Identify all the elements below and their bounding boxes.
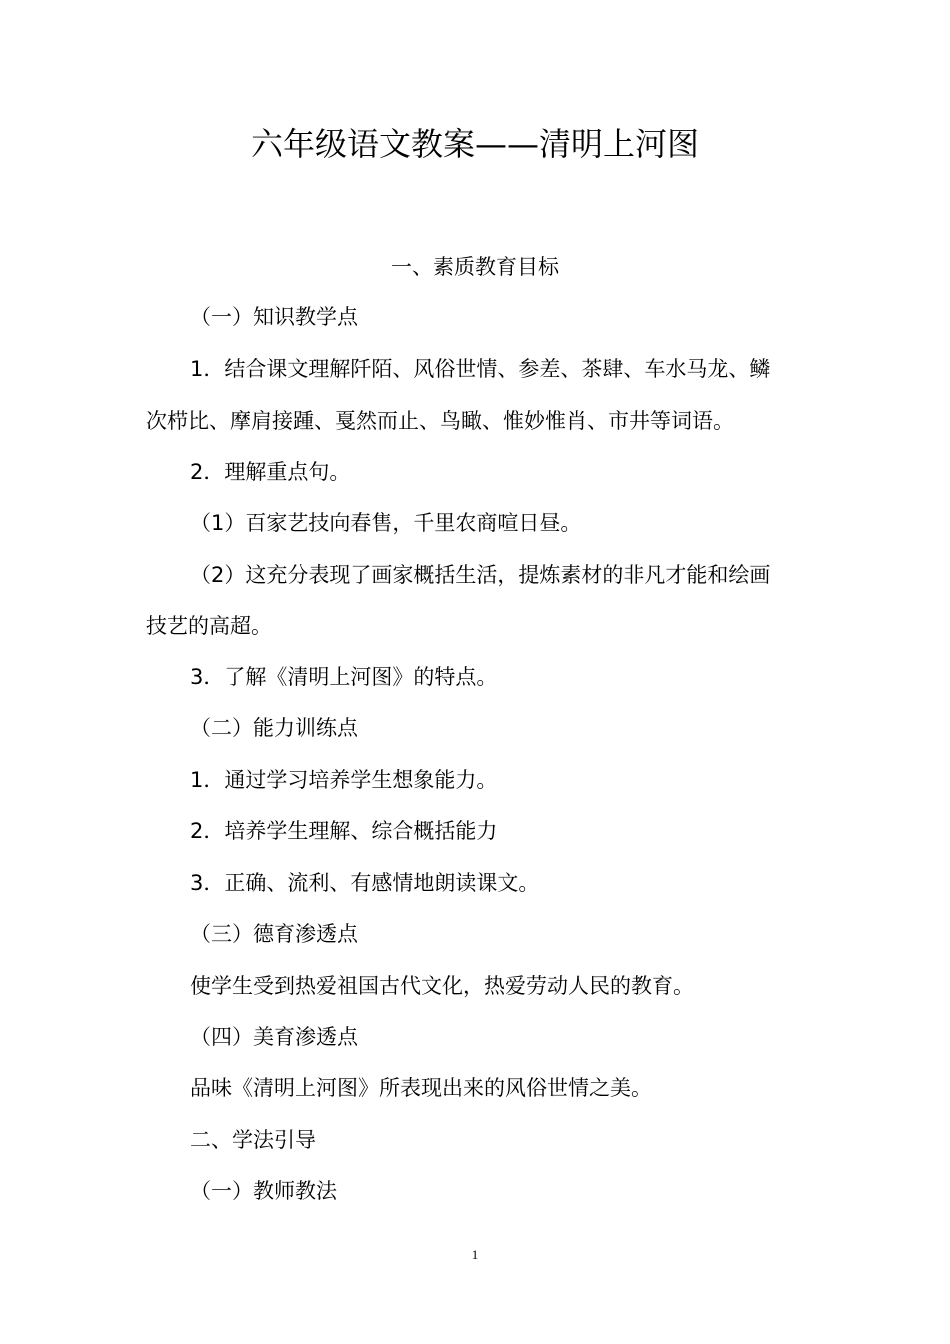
subheading-moral: （三）德育渗透点 — [190, 922, 358, 946]
paragraph-line: 3．了解《清明上河图》的特点。 — [190, 665, 498, 689]
subheading-aesthetic: （四）美育渗透点 — [190, 1025, 358, 1049]
paragraph-line: 使学生受到热爱祖国古代文化，热爱劳动人民的教育。 — [190, 974, 694, 998]
subheading-ability: （二）能力训练点 — [190, 716, 358, 740]
paragraph-line: 技艺的高超。 — [146, 614, 272, 638]
paragraph-line: （2）这充分表现了画家概括生活，提炼素材的非凡才能和绘画 — [190, 563, 771, 587]
paragraph-line: 2．培养学生理解、综合概括能力 — [190, 819, 498, 843]
subheading-knowledge: （一）知识教学点 — [190, 305, 358, 329]
section-heading-method: 二、学法引导 — [190, 1128, 316, 1152]
page-number: 1 — [471, 1247, 479, 1262]
paragraph-line: 1．通过学习培养学生想象能力。 — [190, 768, 498, 792]
section-heading-goals: 一、素质教育目标 — [391, 255, 559, 279]
subheading-teacher-method: （一）教师教法 — [190, 1179, 337, 1203]
document-title: 六年级语文教案——清明上河图 — [250, 125, 699, 163]
paragraph-line: 品味《清明上河图》所表现出来的风俗世情之美。 — [190, 1076, 652, 1100]
paragraph-line: 3．正确、流利、有感情地朗读课文。 — [190, 871, 540, 895]
paragraph-line: 2．理解重点句。 — [190, 460, 351, 484]
paragraph-line: 次栉比、摩肩接踵、戛然而止、鸟瞰、惟妙惟肖、市井等词语。 — [146, 409, 734, 433]
paragraph-line: （1）百家艺技向春售，千里农商喧日昼。 — [190, 511, 582, 535]
paragraph-line: 1．结合课文理解阡陌、风俗世情、参差、茶肆、车水马龙、鳞 — [190, 357, 771, 381]
